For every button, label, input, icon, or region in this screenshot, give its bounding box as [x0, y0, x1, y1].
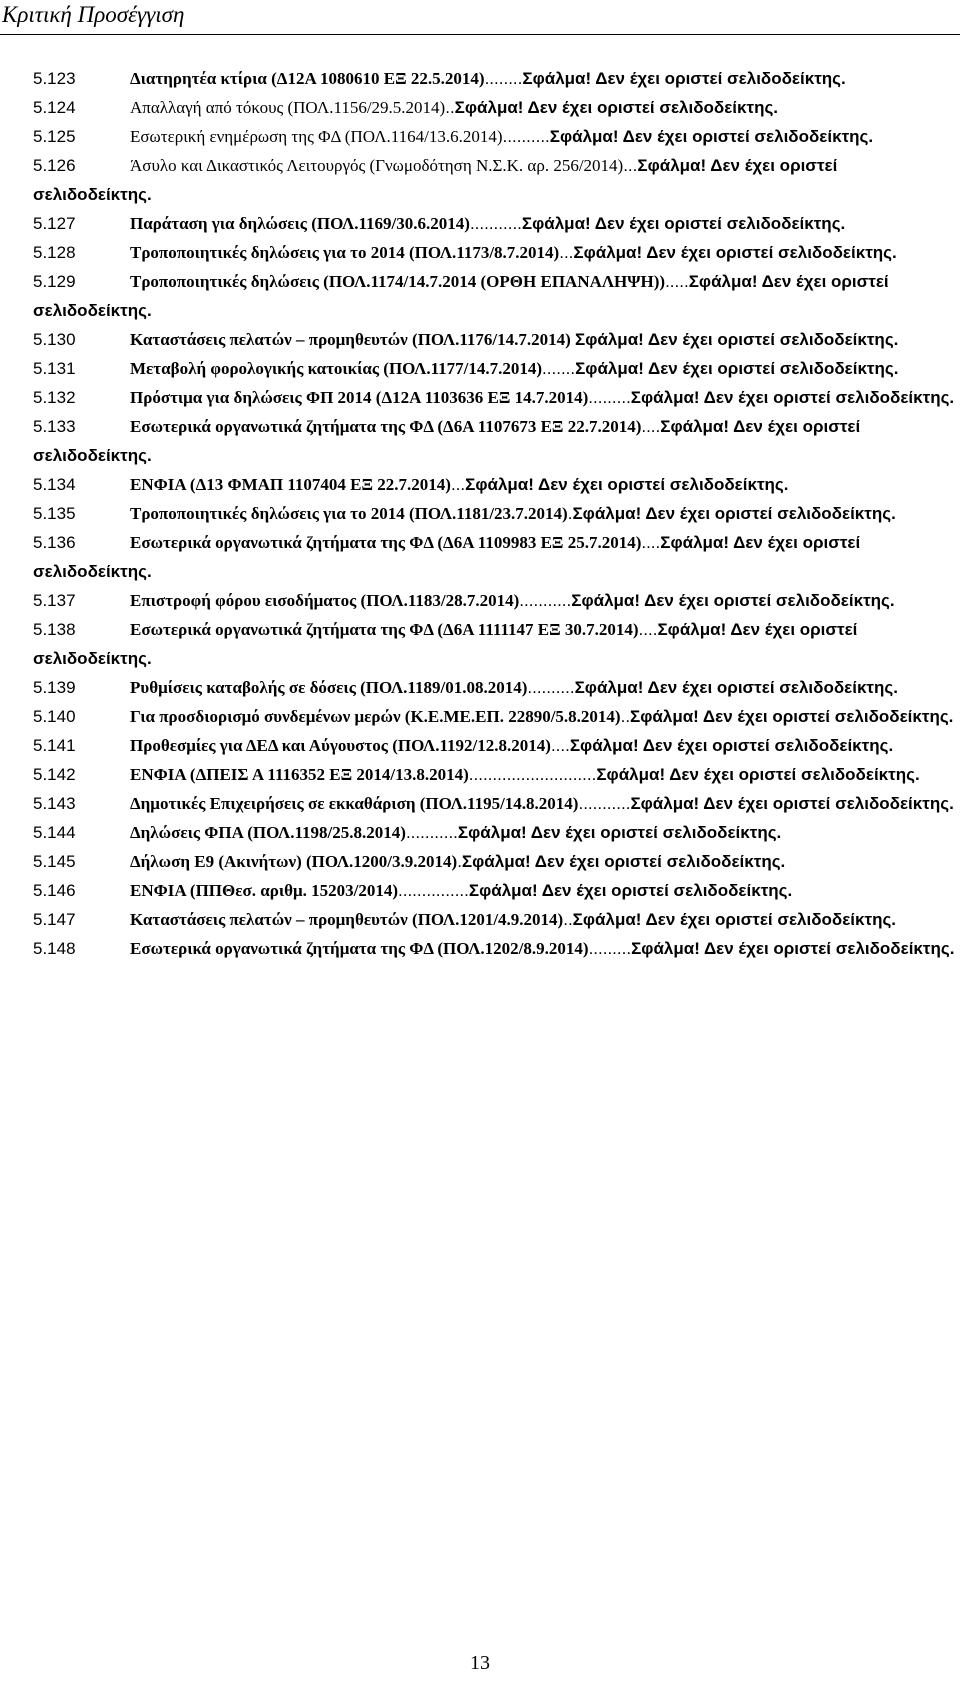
toc-entry[interactable] — [33, 383, 960, 412]
toc-entry-error: Σφάλμα! Δεν έχει οριστεί σελιδοδείκτης. — [596, 765, 920, 784]
toc-entry-title: ΕΝΦΙΑ (ΠΠΘεσ. αριθμ. 15203/2014) — [130, 881, 399, 900]
toc-entry[interactable] — [33, 702, 960, 731]
toc-entry-error: Σφάλμα! Δεν έχει οριστεί σελιδοδείκτης. — [33, 156, 838, 204]
toc-entry-number: 5.132 — [33, 388, 76, 407]
toc-entry[interactable] — [33, 151, 960, 209]
toc-entry-error: Σφάλμα! Δεν έχει οριστεί σελιδοδείκτης. — [572, 910, 897, 929]
toc-entry[interactable] — [33, 325, 960, 354]
toc-entry[interactable] — [33, 847, 960, 876]
toc-entry-title: Δηλώσεις ΦΠΑ (ΠΟΛ.1198/25.8.2014) — [130, 823, 406, 842]
toc-entry-title: Δήλωση Ε9 (Ακινήτων) (ΠΟΛ.1200/3.9.2014) — [130, 852, 458, 871]
toc-entry-title: Εσωτερικά οργανωτικά ζητήματα της ΦΔ (ΠΟΛ.1202/8.9.2014) — [130, 939, 589, 958]
toc-entry-title: Παράταση για δηλώσεις (ΠΟΛ.1169/30.6.2014) — [130, 214, 470, 233]
header-title: Κριτική Προσέγγιση — [2, 2, 185, 27]
toc-entry-leader: . — [567, 504, 573, 523]
toc-entry-leader: .. — [563, 910, 573, 929]
toc-entry[interactable] — [33, 789, 960, 818]
toc-entry[interactable] — [33, 93, 960, 122]
toc-entry-leader: ....... — [542, 359, 576, 378]
toc-entry-error: Σφάλμα! Δεν έχει οριστεί σελιδοδείκτης. — [465, 475, 789, 494]
toc-entry-error: Σφάλμα! Δεν έχει οριστεί σελιδοδείκτης. — [571, 591, 895, 610]
toc-entry-error: Σφάλμα! Δεν έχει οριστεί σελιδοδείκτης. — [468, 881, 793, 900]
toc-entry-leader: ......... — [588, 939, 632, 958]
header-rule — [0, 34, 960, 35]
toc-entry-leader: ... — [623, 156, 638, 175]
toc-entry[interactable] — [33, 64, 960, 93]
toc-entry-leader: ... — [559, 243, 574, 262]
toc-entry-number: 5.146 — [33, 881, 76, 900]
toc-entry-number: 5.140 — [33, 707, 76, 726]
toc-entry-error: Σφάλμα! Δεν έχει οριστεί σελιδοδείκτης. — [454, 98, 779, 117]
toc-entry-leader: ............... — [398, 881, 469, 900]
toc-entry-number: 5.133 — [33, 417, 76, 436]
page-number: 13 — [470, 1652, 490, 1674]
toc-entry-number: 5.139 — [33, 678, 76, 697]
toc-entry-leader: ..... — [665, 272, 689, 291]
toc-entry-error: Σφάλμα! Δεν έχει οριστεί σελιδοδείκτης. — [522, 69, 846, 88]
toc-entry-number: 5.143 — [33, 794, 76, 813]
toc-entry-title: Μεταβολή φορολογικής κατοικίας (ΠΟΛ.1177/14.7.2014) — [130, 359, 543, 378]
toc-entry-leader: ........... — [578, 794, 631, 813]
toc-entry-number: 5.131 — [33, 359, 76, 378]
toc-entry-error: Σφάλμα! Δεν έχει οριστεί σελιδοδείκτης. — [630, 794, 954, 813]
toc-entry-number: 5.137 — [33, 591, 76, 610]
toc-entry-leader: ........... — [405, 823, 458, 842]
toc-entry-number: 5.144 — [33, 823, 76, 842]
toc-entry-title: Καταστάσεις πελατών – προμηθευτών (ΠΟΛ.1176/14.7.2014) — [130, 330, 571, 349]
toc-entry[interactable] — [33, 818, 960, 847]
toc-entry-title: Ρυθμίσεις καταβολής σε δόσεις (ΠΟΛ.1189/01.08.2014) — [130, 678, 528, 697]
toc-entry-error: Σφάλμα! Δεν έχει οριστεί σελιδοδείκτης. — [572, 504, 896, 523]
toc-entry[interactable] — [33, 412, 960, 470]
toc-entry-error: Σφάλμα! Δεν έχει οριστεί σελιδοδείκτης. — [569, 736, 894, 755]
toc-entry-number: 5.135 — [33, 504, 76, 523]
toc-entry-error: Σφάλμα! Δεν έχει οριστεί σελιδοδείκτης. — [630, 707, 954, 726]
toc-entry[interactable] — [33, 905, 960, 934]
toc-entry[interactable] — [33, 354, 960, 383]
toc-entry-number: 5.128 — [33, 243, 76, 262]
toc-entry-number: 5.126 — [33, 156, 76, 175]
toc-entry-title: Εσωτερικά οργανωτικά ζητήματα της ΦΔ (Δ6Α 1111147 ΕΞ 30.7.2014) — [130, 620, 639, 639]
toc-entry-title: Για προσδιορισμό συνδεμένων μερών (Κ.Ε.ΜΕ.ΕΠ. 22890/5.8.2014) — [130, 707, 621, 726]
toc-entry[interactable] — [33, 731, 960, 760]
toc-entry[interactable] — [33, 760, 960, 789]
toc-entry[interactable] — [33, 673, 960, 702]
toc-entry[interactable] — [33, 470, 960, 499]
toc-entry-number: 5.138 — [33, 620, 76, 639]
toc-entry-title: Τροποποιητικές δηλώσεις για το 2014 (ΠΟΛ.1173/8.7.2014) — [130, 243, 560, 262]
toc-entry[interactable] — [33, 238, 960, 267]
toc-entry-number: 5.148 — [33, 939, 76, 958]
toc-entry-title: Επιστροφή φόρου εισοδήματος (ΠΟΛ.1183/28.7.2014) — [130, 591, 520, 610]
toc-entry-title: Εσωτερική ενημέρωση της ΦΔ (ΠΟΛ.1164/13.6.2014) — [130, 127, 503, 146]
toc-entry-leader: .... — [550, 736, 570, 755]
toc-entry-title: Τροποποιητικές δηλώσεις (ΠΟΛ.1174/14.7.2014 (ΟΡΘΗ ΕΠΑΝΑΛΗΨΗ)) — [130, 272, 666, 291]
toc-entry[interactable] — [33, 934, 960, 963]
toc-entry-leader: .......... — [527, 678, 575, 697]
toc-entry-leader: ... — [450, 475, 466, 494]
toc-entry-leader: ........... — [519, 591, 572, 610]
toc-entry-title: Εσωτερικά οργανωτικά ζητήματα της ΦΔ (Δ6Α 1107673 ΕΞ 22.7.2014) — [130, 417, 642, 436]
toc-entry-error: Σφάλμα! Δεν έχει οριστεί σελιδοδείκτης. — [521, 214, 846, 233]
toc-entry-error: Σφάλμα! Δεν έχει οριστεί σελιδοδείκτης. — [574, 678, 898, 697]
toc-entry-error: Σφάλμα! Δεν έχει οριστεί σελιδοδείκτης. — [573, 243, 897, 262]
toc-entry-title: Πρόστιμα για δηλώσεις ΦΠ 2014 (Δ12Α 1103636 ΕΞ 14.7.2014) — [130, 388, 589, 407]
toc-entry-leader: .... — [641, 417, 661, 436]
toc-entry-number: 5.123 — [33, 69, 76, 88]
toc-entry-leader: .... — [638, 620, 658, 639]
toc-entry[interactable] — [33, 122, 960, 151]
toc-entry-error: Σφάλμα! Δεν έχει οριστεί σελιδοδείκτης. — [630, 388, 955, 407]
toc-entry-leader: ......... — [588, 388, 631, 407]
toc-entry-error: Σφάλμα! Δεν έχει οριστεί σελιδοδείκτης. — [457, 823, 782, 842]
toc-entry-leader: ........................... — [468, 765, 597, 784]
table-of-contents — [33, 64, 960, 963]
toc-entry-number: 5.127 — [33, 214, 76, 233]
toc-entry[interactable] — [33, 209, 960, 238]
toc-entry-number: 5.134 — [33, 475, 76, 494]
toc-entry-number: 5.145 — [33, 852, 76, 871]
toc-entry-title: Δημοτικές Επιχειρήσεις σε εκκαθάριση (ΠΟΛ.1195/14.8.2014) — [130, 794, 579, 813]
toc-entry[interactable] — [33, 528, 960, 586]
toc-entry-number: 5.130 — [33, 330, 76, 349]
toc-entry-title: Τροποποιητικές δηλώσεις για το 2014 (ΠΟΛ.1181/23.7.2014) — [130, 504, 568, 523]
toc-entry-error: Σφάλμα! Δεν έχει οριστεί σελιδοδείκτης. — [33, 620, 858, 668]
toc-entry-error: Σφάλμα! Δεν έχει οριστεί σελιδοδείκτης. — [461, 852, 786, 871]
toc-entry-title: ΕΝΦΙΑ (Δ13 ΦΜΑΠ 1107404 ΕΞ 22.7.2014) — [130, 475, 451, 494]
toc-entry-number: 5.124 — [33, 98, 76, 117]
toc-entry-error: Σφάλμα! Δεν έχει οριστεί σελιδοδείκτης. — [549, 127, 874, 146]
toc-entry-title: Άσυλο και Δικαστικός Λειτουργός (Γνωμοδότηση Ν.Σ.Κ. αρ. 256/2014) — [130, 156, 624, 175]
toc-entry-leader: .... — [641, 533, 661, 552]
toc-entry-number: 5.142 — [33, 765, 76, 784]
toc-entry-number: 5.129 — [33, 272, 76, 291]
toc-entry-title: Απαλλαγή από τόκους (ΠΟΛ.1156/29.5.2014) — [130, 98, 446, 117]
toc-entry-error: Σφάλμα! Δεν έχει οριστεί σελιδοδείκτης. — [33, 272, 889, 320]
toc-entry-title: Προθεσμίες για ΔΕΔ και Αύγουστος (ΠΟΛ.1192/12.8.2014) — [130, 736, 551, 755]
toc-entry[interactable] — [33, 267, 960, 325]
toc-entry-leader: .......... — [502, 127, 550, 146]
toc-entry-error: Σφάλμα! Δεν έχει οριστεί σελιδοδείκτης. — [631, 939, 955, 958]
toc-entry[interactable] — [33, 586, 960, 615]
toc-entry-error: Σφάλμα! Δεν έχει οριστεί σελιδοδείκτης. — [575, 359, 899, 378]
toc-entry-number: 5.136 — [33, 533, 76, 552]
page-header — [0, 0, 960, 58]
toc-entry-title: ΕΝΦΙΑ (ΔΠΕΙΣ Α 1116352 ΕΞ 2014/13.8.2014) — [130, 765, 469, 784]
toc-entry[interactable] — [33, 876, 960, 905]
toc-entry-number: 5.147 — [33, 910, 76, 929]
toc-entry-leader: . — [457, 852, 462, 871]
toc-entry-leader: ........... — [469, 214, 522, 233]
toc-entry-number: 5.125 — [33, 127, 76, 146]
toc-entry-title: Εσωτερικά οργανωτικά ζητήματα της ΦΔ (Δ6Α 1109983 ΕΞ 25.7.2014) — [130, 533, 642, 552]
toc-entry-leader: .. — [620, 707, 631, 726]
toc-entry-error: Σφάλμα! Δεν έχει οριστεί σελιδοδείκτης. — [33, 417, 861, 465]
toc-entry-number: 5.141 — [33, 736, 76, 755]
toc-entry-leader: .. — [445, 98, 455, 117]
toc-entry-error: Σφάλμα! Δεν έχει οριστεί σελιδοδείκτης. — [575, 330, 899, 349]
toc-entry-title: Διατηρητέα κτίρια (Δ12Α 1080610 ΕΞ 22.5.2014) — [130, 69, 485, 88]
toc-entry-title: Καταστάσεις πελατών – προμηθευτών (ΠΟΛ.1201/4.9.2014) — [130, 910, 564, 929]
toc-entry[interactable] — [33, 615, 960, 673]
toc-entry-error: Σφάλμα! Δεν έχει οριστεί σελιδοδείκτης. — [33, 533, 861, 581]
toc-entry[interactable] — [33, 499, 960, 528]
toc-entry-leader: ........ — [484, 69, 523, 88]
